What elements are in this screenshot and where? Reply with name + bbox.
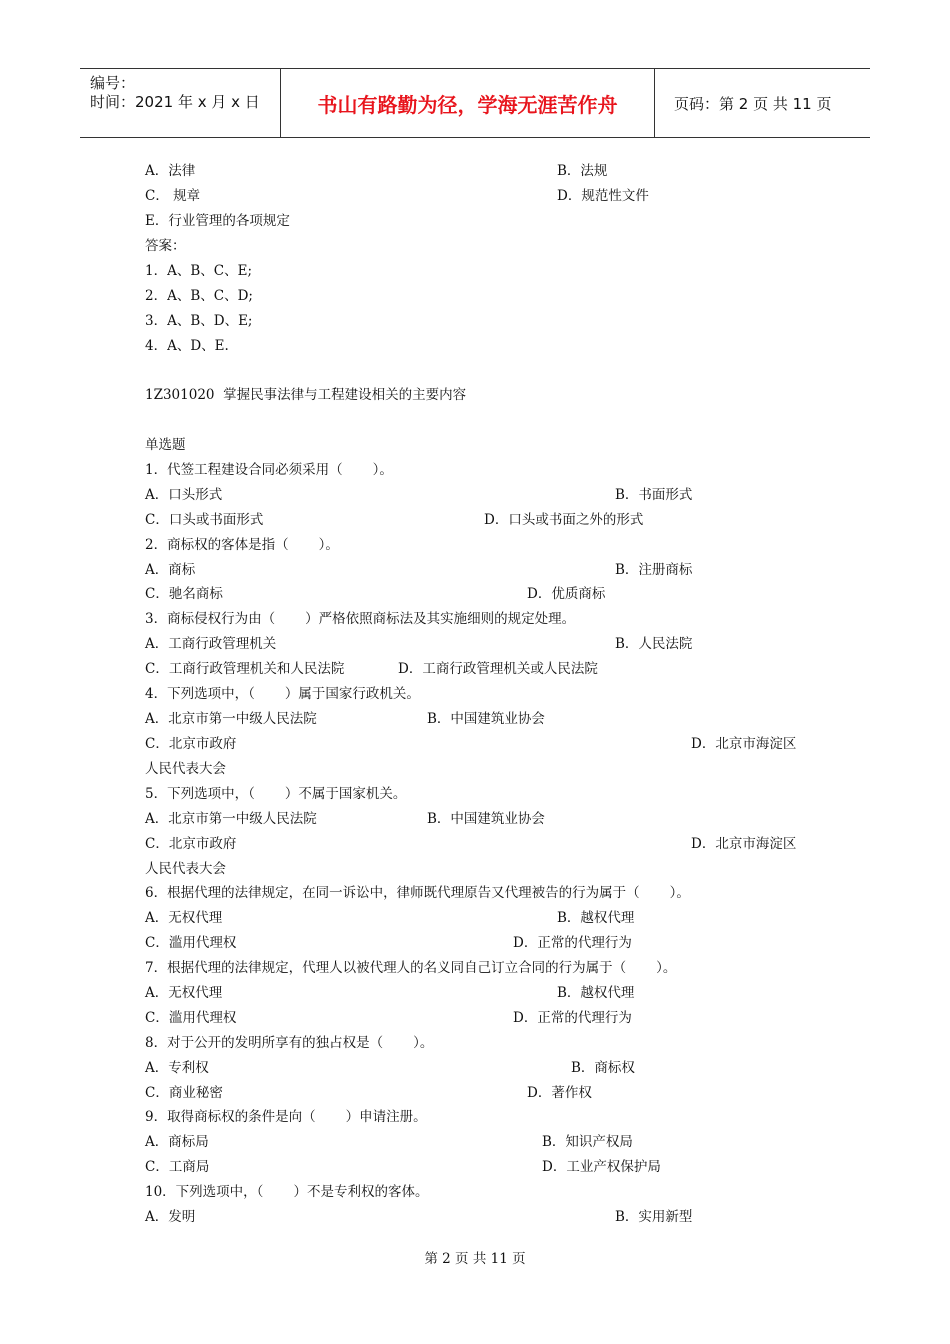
text-line: C．北京市政府 [145,836,237,852]
text-line: A．专利权 [145,1060,209,1076]
text-line: 1．A、B、C、E; [145,263,252,279]
text-line: C．滥用代理权 [145,1010,237,1026]
text-line: 1Z301020 掌握民事法律与工程建设相关的主要内容 [145,387,467,403]
text-line: B．注册商标 [615,562,693,578]
text-line: 2．A、B、C、D; [145,288,253,304]
text-line: B．越权代理 [557,910,635,926]
text-line: 人民代表大会 [145,761,226,777]
text-line: B．人民法院 [615,636,693,652]
page-indicator-text: 页码：第 2 页 共 11 页 [674,94,832,113]
header-meta [80,69,281,137]
text-line: D．北京市海淀区 [691,736,797,752]
text-line: 4．下列选项中，（ ）属于国家行政机关。 [145,686,420,702]
text-line: C．北京市政府 [145,736,237,752]
text-line: A．工商行政管理机关 [145,636,277,652]
text-line: C．工商行政管理机关和人民法院 [145,661,345,677]
text-line: A．口头形式 [145,487,223,503]
text-line: 6．根据代理的法律规定，在同一诉讼中，律师既代理原告又代理被告的行为属于（ ）。 [145,885,690,901]
text-line: 3．商标侵权行为由（ ）严格依照商标法及其实施细则的规定处理。 [145,611,576,627]
text-line: D．正常的代理行为 [513,935,632,951]
header-motto: 书山有路勤为径，学海无涯苦作舟 [281,69,655,137]
text-line: 单选题 [145,437,186,453]
text-line: C．工商局 [145,1159,210,1175]
text-line: 5．下列选项中，（ ）不属于国家机关。 [145,786,407,802]
text-line: A．无权代理 [145,910,223,926]
text-line: D．规范性文件 [557,188,649,204]
text-line: 4．A、D、E. [145,338,229,354]
page-header [80,68,870,138]
text-line: D．工商行政管理机关或人民法院 [398,661,598,677]
text-line: 人民代表大会 [145,861,226,877]
text-line: 3．A、B、D、E; [145,313,253,329]
code-label: 编号： [90,74,136,92]
page-indicator [664,69,870,137]
text-line: B．商标权 [571,1060,635,1076]
text-line: A．发明 [145,1209,196,1225]
page-footer: 第 2 页 共 11 页 [424,1251,526,1267]
text-line: 1．代签工程建设合同必须采用（ ）。 [145,462,393,478]
text-line: B．法规 [557,163,608,179]
text-line: D．工业产权保护局 [542,1159,661,1175]
text-line: B．书面形式 [615,487,693,503]
text-line: D．优质商标 [527,586,606,602]
text-line: 8．对于公开的发明所享有的独占权是（ ）。 [145,1035,434,1051]
text-line: A．商标 [145,562,196,578]
text-line: C．驰名商标 [145,586,223,602]
text-line: B．越权代理 [557,985,635,1001]
text-line: C．口头或书面形式 [145,512,264,528]
text-line: D．北京市海淀区 [691,836,797,852]
text-line: 7．根据代理的法律规定，代理人以被代理人的名义同自己订立合同的行为属于（ ）。 [145,960,677,976]
text-line: C．商业秘密 [145,1085,223,1101]
text-line: A．北京市第一中级人民法院 [145,711,317,727]
text-line: D．口头或书面之外的形式 [484,512,644,528]
text-line: 2．商标权的客体是指（ ）。 [145,537,339,553]
text-line: 10．下列选项中，（ ）不是专利权的客体。 [145,1184,429,1200]
text-line: B．知识产权局 [542,1134,633,1150]
text-line: D．著作权 [527,1085,592,1101]
text-line: B．中国建筑业协会 [427,711,545,727]
text-line: A．无权代理 [145,985,223,1001]
text-line: B．中国建筑业协会 [427,811,545,827]
text-line: A．法律 [145,163,196,179]
text-line: B．实用新型 [615,1209,693,1225]
text-line: C．滥用代理权 [145,935,237,951]
text-line: A．北京市第一中级人民法院 [145,811,317,827]
text-line: C． 规章 [145,188,201,204]
text-line: 9．取得商标权的条件是向（ ）申请注册。 [145,1109,427,1125]
time-label: 时间：2021 年 x 月 x 日 [90,93,260,111]
text-line: A．商标局 [145,1134,209,1150]
text-line: E．行业管理的各项规定 [145,213,290,229]
text-line: D．正常的代理行为 [513,1010,632,1026]
text-line: 答案： [145,238,186,254]
